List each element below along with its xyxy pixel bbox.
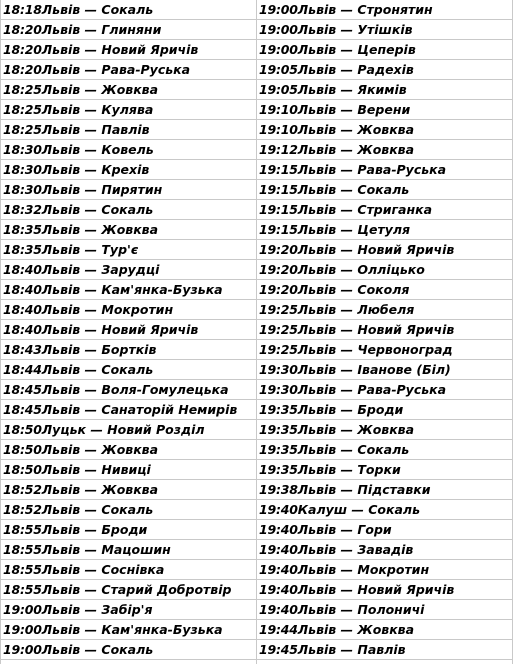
schedule-row [1,100,256,120]
route-name: Львів — Тур'є [41,242,139,257]
departure-time: 19:35 [259,462,298,477]
departure-time: 19:15 [259,202,298,217]
schedule-row [257,600,512,620]
schedule-row [1,560,256,580]
route-name: Львів — Жовква [41,82,159,97]
route-name: Львів — Стриганка [297,202,433,217]
departure-time: 18:18 [3,2,42,17]
departure-time: 18:43 [3,342,42,357]
departure-time: 19:10 [259,102,298,117]
departure-time: 19:20 [259,262,298,277]
departure-time: 18:52 [3,482,42,497]
schedule-row [1,340,256,360]
route-name: Львів — Новий Яричів [41,322,199,337]
route-name: Львів — Новий Яричів [41,42,199,57]
departure-time: 18:55 [3,562,42,577]
route-name: Львів — Радехів [297,62,414,77]
route-name: Львів — Новий Яричів [297,242,455,257]
departure-time: 18:40 [3,282,42,297]
route-name: Львів — Кам'янка-Бузька [41,622,223,637]
schedule-row [257,180,512,200]
schedule-row [257,240,512,260]
departure-time: 18:30 [3,162,42,177]
schedule-row [1,280,256,300]
schedule-row [1,140,256,160]
departure-time: 19:00 [259,42,298,57]
schedule-row [257,380,512,400]
departure-time: 18:30 [3,182,42,197]
route-name: Львів — Верени [297,102,411,117]
departure-time: 19:40 [259,582,298,597]
departure-time: 19:30 [259,382,298,397]
schedule-row [1,220,256,240]
departure-time: 19:40 [259,602,298,617]
route-name: Львів — Червоноград [297,342,453,357]
route-name: Львів — Броди [297,402,404,417]
route-name: Львів — Рава-Руська [297,162,447,177]
route-name: Львів — Мокротин [297,562,430,577]
departure-time: 18:40 [3,302,42,317]
departure-time: 19:40 [259,522,298,537]
schedule-row [1,200,256,220]
schedule-row [257,520,512,540]
route-name: Львів — Жовква [297,122,415,137]
departure-time: 18:50 [3,462,42,477]
departure-time: 18:52 [3,502,42,517]
schedule-row [257,360,512,380]
route-name: Львів — Цетуля [297,222,411,237]
route-name: Львів — Зарудці [41,262,160,277]
departure-time: 19:15 [259,222,298,237]
departure-time: 19:35 [259,422,298,437]
schedule-row [257,540,512,560]
route-name: Львів — Любеля [297,302,415,317]
schedule-row [1,420,256,440]
route-name: Львів — Нивиці [41,462,151,477]
schedule-row [257,220,512,240]
departure-time: 19:38 [259,482,298,497]
schedule-row [257,460,512,480]
departure-time: 18:25 [3,102,42,117]
route-name: Львів — Павлів [297,642,406,657]
departure-time: 19:00 [3,602,42,617]
route-name: Львів — Соколя [297,282,410,297]
departure-time: 19:25 [259,342,298,357]
route-name: Львів — Пирятин [41,182,163,197]
route-name: Львів — Новий Яричів [297,582,455,597]
schedule-row [1,20,256,40]
schedule-row [1,580,256,600]
route-name: Львів — Якимів [297,82,407,97]
route-name: Львів — Завадів [297,542,414,557]
route-name: Львів — Санаторій Немирів [41,402,238,417]
schedule-row [1,240,256,260]
schedule-row [257,580,512,600]
schedule-row [1,380,256,400]
schedule-row [257,560,512,580]
departure-time: 19:00 [259,22,298,37]
route-name: Львів — Глиняни [41,22,162,37]
departure-time: 18:45 [3,402,42,417]
schedule-row [257,400,512,420]
schedule-row [1,640,256,660]
departure-time: 18:40 [3,322,42,337]
schedule-row [257,100,512,120]
schedule-row [1,0,256,20]
schedule-row [1,520,256,540]
schedule-row [257,60,512,80]
departure-time: 19:20 [259,282,298,297]
route-name: Львів — Жовква [297,422,415,437]
schedule-column-left [1,0,257,664]
route-name: Львів — Крехів [41,162,150,177]
route-name: Львів — Забір'я [41,602,153,617]
departure-time: 18:35 [3,242,42,257]
schedule-row [1,80,256,100]
departure-time: 19:25 [259,302,298,317]
departure-time: 19:15 [259,182,298,197]
schedule-row [1,300,256,320]
schedule-row [257,620,512,640]
departure-time: 19:20 [259,242,298,257]
schedule-row [1,620,256,640]
departure-time: 19:10 [259,122,298,137]
departure-time: 19:44 [259,622,298,637]
route-name: Львів — Жовква [41,222,159,237]
departure-time: 19:12 [259,142,298,157]
schedule-row [257,40,512,60]
route-name: Львів — Олліцько [297,262,425,277]
departure-time: 18:25 [3,82,42,97]
schedule-row [1,480,256,500]
schedule-row [257,640,512,660]
route-name: Львів — Жовква [41,482,159,497]
route-name: Львів — Бортків [41,342,157,357]
schedule-row [257,440,512,460]
route-name: Львів — Сокаль [297,442,410,457]
route-name: Львів — Полоничі [297,602,425,617]
departure-time: 19:30 [259,362,298,377]
schedule-row [257,80,512,100]
departure-time: 19:05 [259,82,298,97]
schedule-row [1,160,256,180]
route-name: Львів — Сокаль [41,362,154,377]
departure-time: 18:35 [3,222,42,237]
departure-time: 19:15 [259,162,298,177]
schedule-row [257,200,512,220]
route-name: Львів — Іванове (Біл) [297,362,451,377]
route-name: Львів — Жовква [297,622,415,637]
route-name: Львів — Кам'янка-Бузька [41,282,223,297]
schedule-row [257,20,512,40]
route-name: Львів — Утішків [297,22,413,37]
route-name: Львів — Підставки [297,482,431,497]
departure-time: 18:55 [3,522,42,537]
departure-time: 18:55 [3,542,42,557]
departure-time: 18:25 [3,122,42,137]
departure-time: 19:40 [259,542,298,557]
departure-time: 18:20 [3,42,42,57]
departure-time: 18:45 [3,382,42,397]
route-name: Львів — Стронятин [297,2,433,17]
route-name: Львів — Соснівка [41,562,165,577]
route-name: Львів — Кулява [41,102,154,117]
departure-time: 18:50 [3,442,42,457]
schedule-row [1,40,256,60]
schedule-row [1,460,256,480]
schedule-row [257,0,512,20]
departure-time: 18:20 [3,62,42,77]
route-name: Львів — Рава-Руська [297,382,447,397]
schedule-row [257,500,512,520]
departure-time: 19:25 [259,322,298,337]
departure-time: 19:40 [259,502,298,517]
route-name: Львів — Ковель [41,142,154,157]
route-name: Львів — Цеперів [297,42,416,57]
route-name: Львів — Воля-Гомулецька [41,382,229,397]
schedule-row [257,260,512,280]
departure-time: 18:32 [3,202,42,217]
route-name: Львів — Сокаль [41,2,154,17]
route-name: Луцьк — Новий Розділ [41,422,205,437]
schedule-row [1,400,256,420]
departure-time: 18:55 [3,582,42,597]
schedule-row [1,360,256,380]
departure-time: 19:45 [259,642,298,657]
route-name: Львів — Сокаль [41,502,154,517]
schedule-row [257,160,512,180]
schedule-row [257,420,512,440]
schedule-row [257,320,512,340]
schedule-row [257,480,512,500]
schedule-row [1,180,256,200]
route-name: Львів — Новий Яричів [297,322,455,337]
route-name: Львів — Жовква [297,142,415,157]
departure-time: 18:20 [3,22,42,37]
route-name: Львів — Сокаль [297,182,410,197]
route-name: Львів — Жовква [41,442,159,457]
schedule-row [257,280,512,300]
schedule-row [257,140,512,160]
schedule-row [257,120,512,140]
departure-time: 18:30 [3,142,42,157]
schedule-row [1,540,256,560]
departure-time: 18:50 [3,422,42,437]
schedule-row [1,600,256,620]
route-name: Львів — Старий Добротвір [41,582,232,597]
schedule-row [257,340,512,360]
schedule-row [1,60,256,80]
route-name: Львів — Сокаль [41,642,154,657]
schedule-row [1,320,256,340]
departure-time: 19:35 [259,402,298,417]
route-name: Львів — Мацошин [41,542,171,557]
schedule-row [1,500,256,520]
departure-time: 19:35 [259,442,298,457]
schedule-row [257,300,512,320]
route-name: Львів — Сокаль [41,202,154,217]
schedule-row [1,120,256,140]
departure-time: 19:00 [3,642,42,657]
schedule-row [1,260,256,280]
departure-time: 19:05 [259,62,298,77]
schedule-row [1,440,256,460]
route-name: Львів — Павлів [41,122,150,137]
departure-time: 18:40 [3,262,42,277]
route-name: Калуш — Сокаль [297,502,420,517]
schedule-column-right [257,0,513,664]
route-name: Львів — Гори [297,522,392,537]
route-name: Львів — Мокротин [41,302,174,317]
route-name: Львів — Броди [41,522,148,537]
route-name: Львів — Торки [297,462,401,477]
route-name: Львів — Рава-Руська [41,62,191,77]
departure-time: 18:44 [3,362,42,377]
departure-time: 19:40 [259,562,298,577]
departure-time: 19:00 [3,622,42,637]
departure-time: 19:00 [259,2,298,17]
